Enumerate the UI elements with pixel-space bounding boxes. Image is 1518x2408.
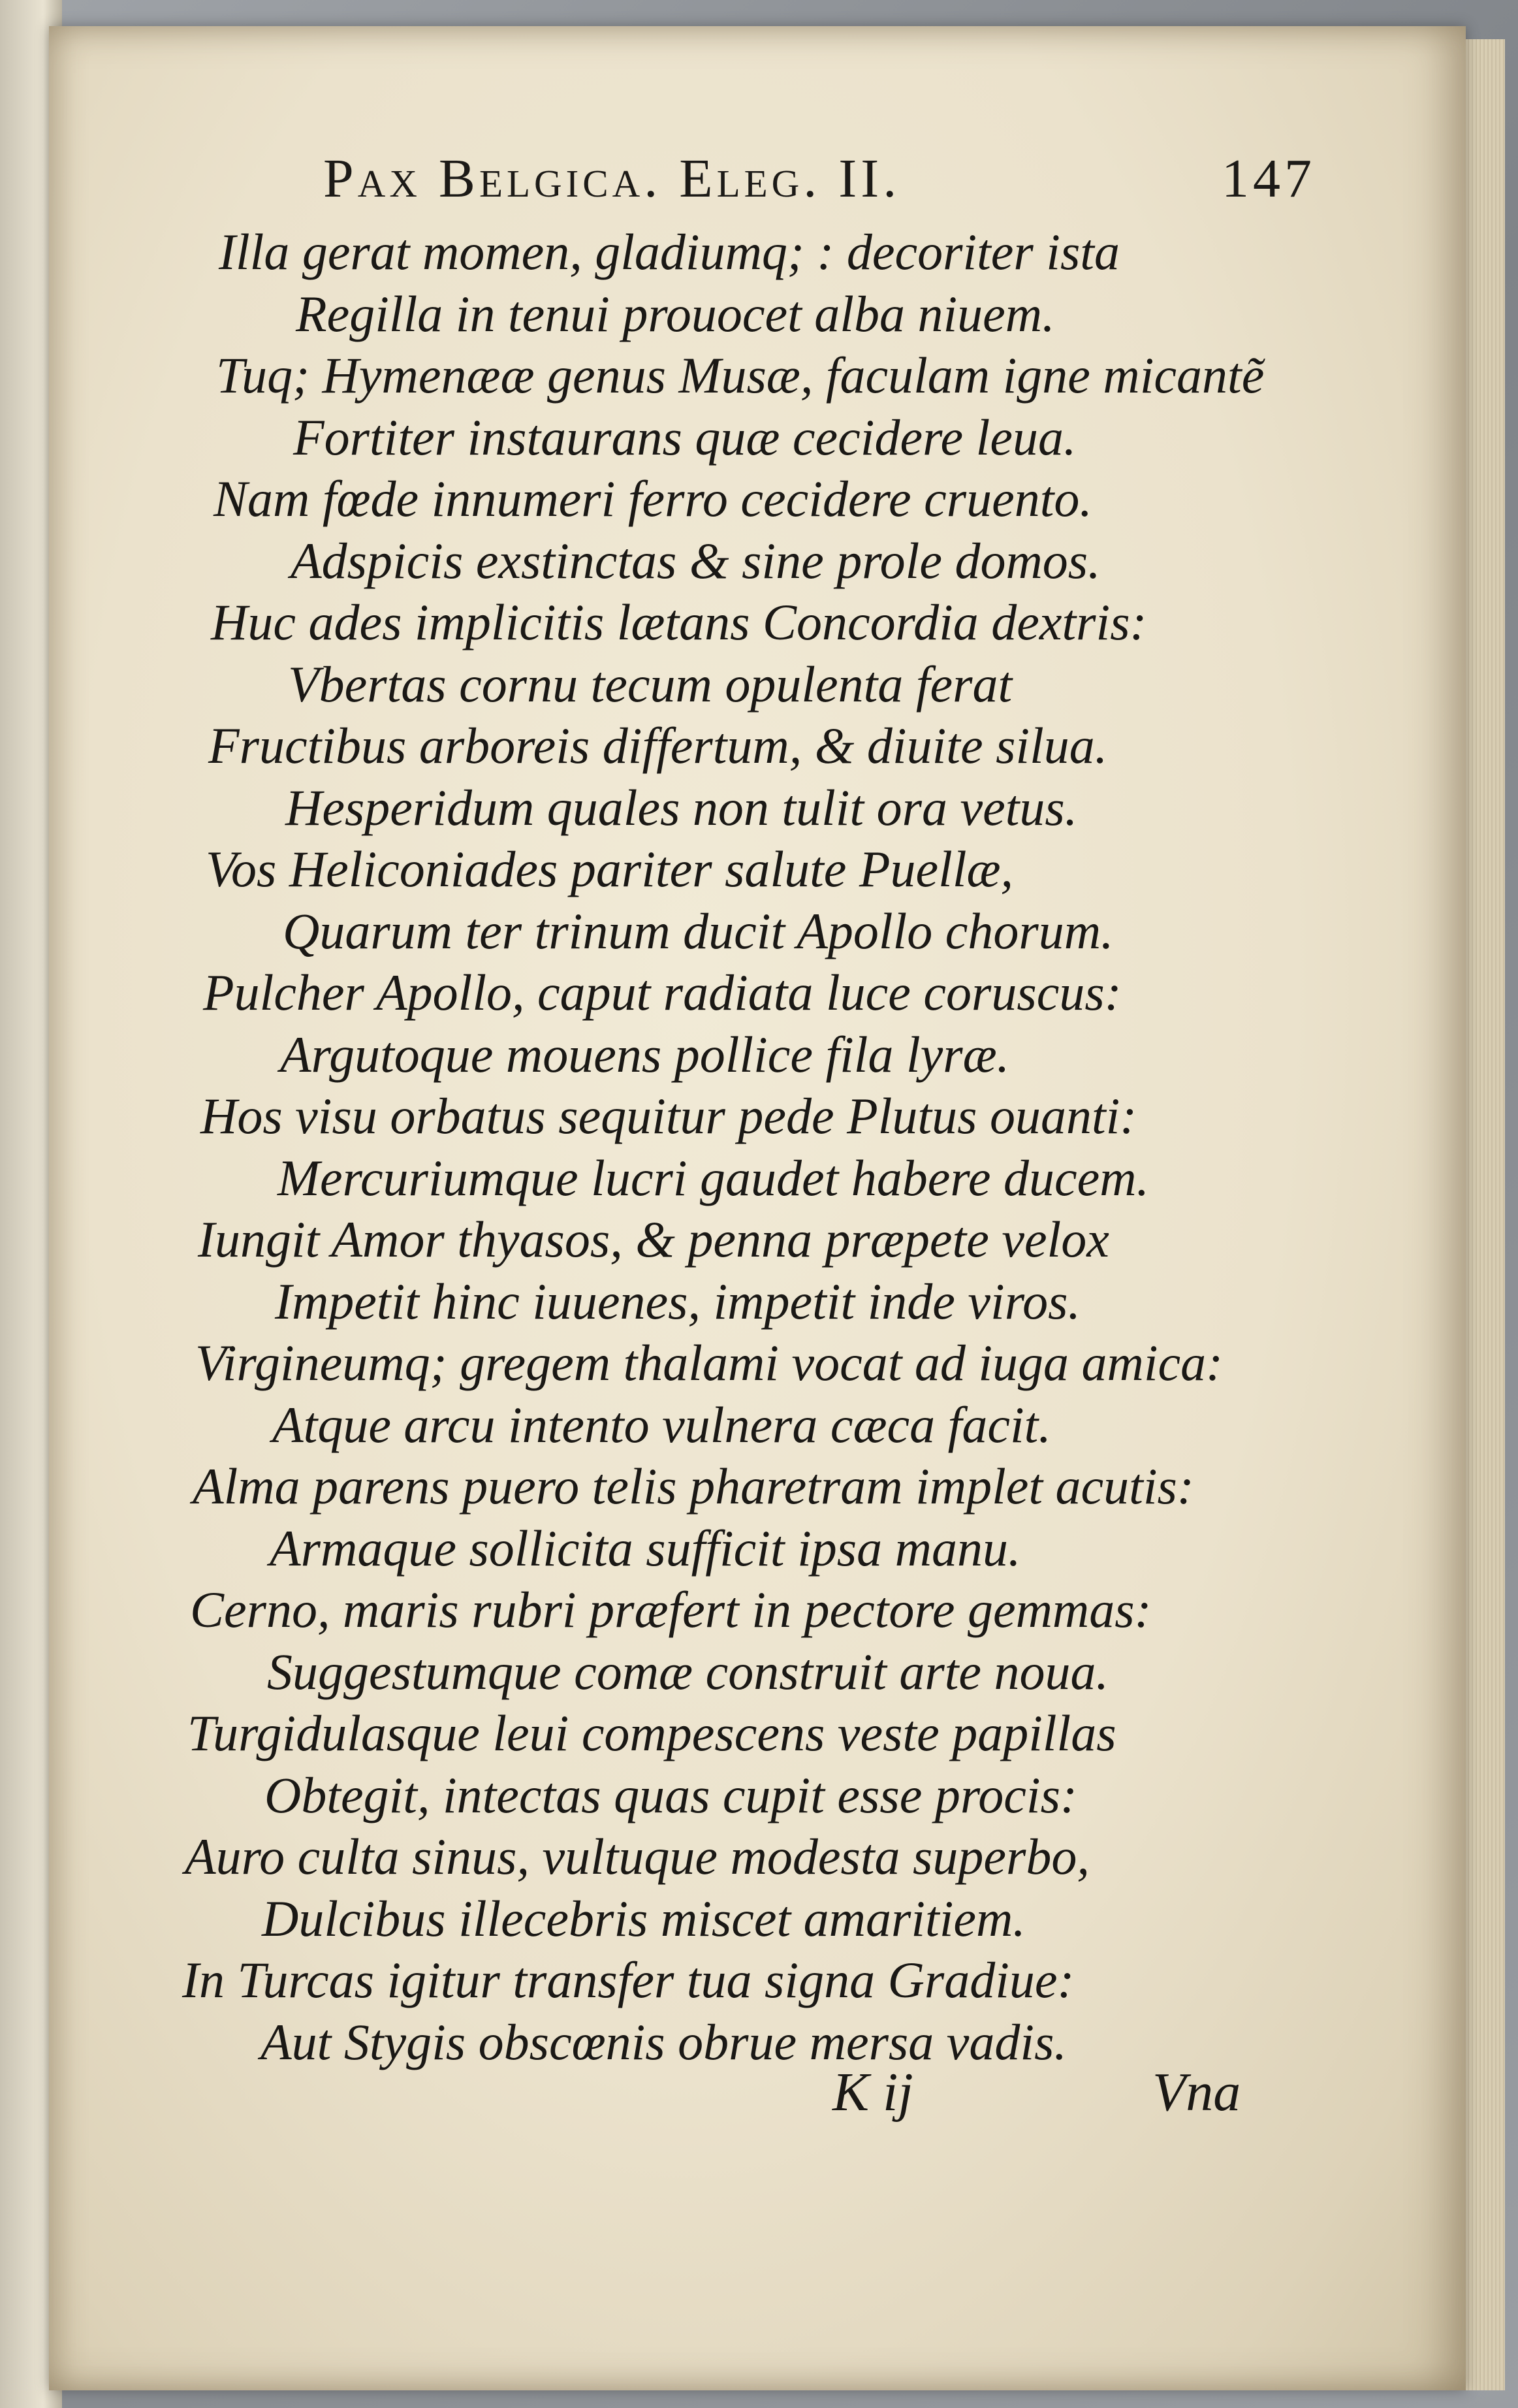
- running-head-title: Pax Belgica. Eleg. II.: [323, 148, 901, 209]
- signature-mark: K ij: [832, 2062, 913, 2123]
- poem-line: Regilla in tenui prouocet alba niuem.: [296, 285, 1055, 342]
- poem-line: Fortiter instaurans quæ cecidere leua.: [293, 408, 1077, 466]
- poem-line: Illa gerat momen, gladiumq; : decoriter ista: [219, 223, 1120, 280]
- poem-line: Dulcibus illecebris miscet amaritiem.: [262, 1889, 1026, 1947]
- poem-line: Vbertas cornu tecum opulenta ferat: [288, 655, 1013, 713]
- poem-line: Iungit Amor thyasos, & penna præpete velox: [198, 1211, 1109, 1268]
- poem-line: Alma parens puero telis pharetram implet acutis:: [193, 1458, 1194, 1515]
- poem-line: Tuq; Hymenææ genus Musæ, faculam igne micantẽ: [216, 347, 1265, 404]
- poem-line: Armaque sollicita sufficit ipsa manu.: [270, 1519, 1021, 1577]
- poem-line: Auro culta sinus, vultuque modesta superbo,: [185, 1828, 1090, 1885]
- poem-line: Obtegit, intectas quas cupit esse procis:: [264, 1766, 1077, 1823]
- poem-line: Cerno, maris rubri præfert in pectore gemmas:: [190, 1581, 1152, 1638]
- poem-line: Atque arcu intento vulnera cæca facit.: [272, 1396, 1051, 1453]
- poem-line: Hesperidum quales non tulit ora vetus.: [285, 779, 1078, 836]
- catchword: Vna: [1152, 2062, 1241, 2123]
- page-number: 147: [1222, 148, 1316, 209]
- poem-line: Virgineumq; gregem thalami vocat ad iuga amica:: [195, 1334, 1224, 1391]
- poem-line: Pulcher Apollo, caput radiata luce coruscus:: [203, 964, 1122, 1021]
- poem-line: Nam fœde innumeri ferro cecidere cruento.: [213, 470, 1092, 527]
- poem-line: Hos visu orbatus sequitur pede Plutus ouanti:: [200, 1087, 1137, 1144]
- poem-line: Mercuriumque lucri gaudet habere ducem.: [277, 1149, 1150, 1206]
- poem-line: Vos Heliconiades pariter salute Puellæ,: [206, 841, 1014, 897]
- poem-line: Impetit hinc iuuenes, impetit inde viros.: [275, 1272, 1081, 1330]
- page-fore-edge: [1466, 39, 1505, 2390]
- poem-line: In Turcas igitur transfer tua signa Gradiue:: [182, 1951, 1075, 2008]
- poem-line: Fructibus arboreis differtum, & diuite silua.: [208, 717, 1108, 774]
- poem-line: Aut Stygis obscœnis obrue mersa vadis.: [261, 2013, 1067, 2070]
- poem-line: Huc ades implicitis lætans Concordia dextris:: [211, 594, 1147, 650]
- poem-line: Quarum ter trinum ducit Apollo chorum.: [283, 902, 1114, 959]
- poem-line: Suggestumque comæ construit arte noua.: [267, 1643, 1109, 1700]
- poem-line: Turgidulasque leui compescens veste papillas: [187, 1705, 1116, 1761]
- poem-text: [49, 26, 1466, 2390]
- poem-line: Adspicis exstinctas & sine prole domos.: [291, 532, 1101, 589]
- poem-line: Argutoque mouens pollice fila lyræ.: [280, 1025, 1010, 1083]
- book-page: [49, 26, 1466, 2390]
